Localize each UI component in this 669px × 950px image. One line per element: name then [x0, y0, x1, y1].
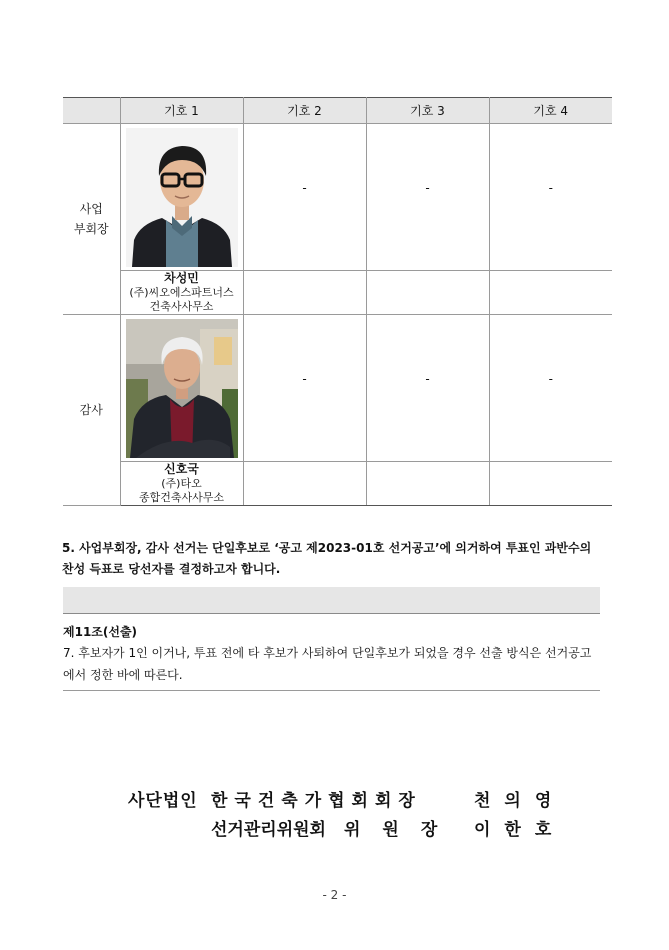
signature-org-1: 사단법인	[128, 791, 198, 811]
notice-line: 5. 사업부회장, 감사 선거는 단일후보로 ‘공고 제2023-01호 선거공고’에 의거하여 투표인 과반수의	[62, 541, 592, 555]
empty-cell: -	[489, 124, 612, 271]
header-cell-3: 기호 3	[366, 98, 489, 124]
candidate-org: 건축사사무소	[149, 300, 214, 313]
table-row	[63, 124, 612, 271]
empty-name-cell	[489, 271, 612, 315]
page-number: - 2 -	[322, 888, 347, 902]
candidate-table	[63, 97, 612, 506]
empty-name-cell	[366, 462, 489, 506]
table-row	[63, 271, 612, 315]
category-cell-vice-president	[63, 124, 120, 315]
category-label: 부회장	[73, 222, 109, 236]
photo-cell	[120, 124, 243, 271]
candidate-name-cell	[120, 271, 243, 315]
category-label: 감사	[79, 403, 103, 417]
candidate-portrait-young-man-glasses-icon	[126, 128, 238, 267]
candidate-org: (주)타오	[161, 477, 202, 490]
empty-cell: -	[489, 315, 612, 462]
signature-title-2: 위원장	[344, 820, 460, 840]
header-cell-4: 기호 4	[489, 98, 612, 124]
header-cell-1: 기호 1	[120, 98, 243, 124]
candidate-portrait-white-hair-man-icon	[126, 319, 238, 458]
empty-cell: -	[366, 124, 489, 271]
empty-name-cell	[243, 271, 366, 315]
signature-org-2: 선거관리위원회	[211, 820, 326, 840]
shaded-bar	[63, 587, 600, 614]
divider	[63, 690, 600, 691]
empty-cell: -	[366, 315, 489, 462]
empty-cell: -	[243, 315, 366, 462]
signature-name-1: 천의영	[474, 791, 566, 811]
candidate-org: (주)씨오에스파트너스	[129, 286, 234, 299]
candidate-name: 신호국	[164, 462, 199, 476]
notice-line: 찬성 득표로 당선자를 결정하고자 합니다.	[62, 562, 281, 576]
signature-name-2: 이한호	[474, 820, 566, 840]
category-cell-auditor	[63, 315, 120, 506]
article-title: 제11조(선출)	[63, 625, 138, 639]
article-body	[63, 642, 601, 686]
candidate-org: 종합건축사사무소	[138, 491, 224, 504]
category-label: 사업	[79, 202, 103, 216]
empty-name-cell	[366, 271, 489, 315]
empty-name-cell	[243, 462, 366, 506]
empty-name-cell	[489, 462, 612, 506]
table-header-row	[63, 98, 612, 124]
candidate-name: 차성민	[164, 271, 199, 285]
signature-title-1: 한국건축가협회회장	[211, 791, 422, 811]
photo-cell	[120, 315, 243, 462]
header-cell-2: 기호 2	[243, 98, 366, 124]
table-row	[63, 315, 612, 462]
article-line: 7. 후보자가 1인 이거나, 투표 전에 타 후보가 사퇴하여 단일후보가 되었을 경우 선출 방식은 선거공고	[63, 646, 592, 660]
header-cell-empty	[63, 98, 120, 124]
election-notice	[62, 538, 612, 580]
table-row	[63, 462, 612, 506]
article-line: 에서 정한 바에 따른다.	[63, 668, 183, 682]
empty-cell: -	[243, 124, 366, 271]
candidate-name-cell	[120, 462, 243, 506]
